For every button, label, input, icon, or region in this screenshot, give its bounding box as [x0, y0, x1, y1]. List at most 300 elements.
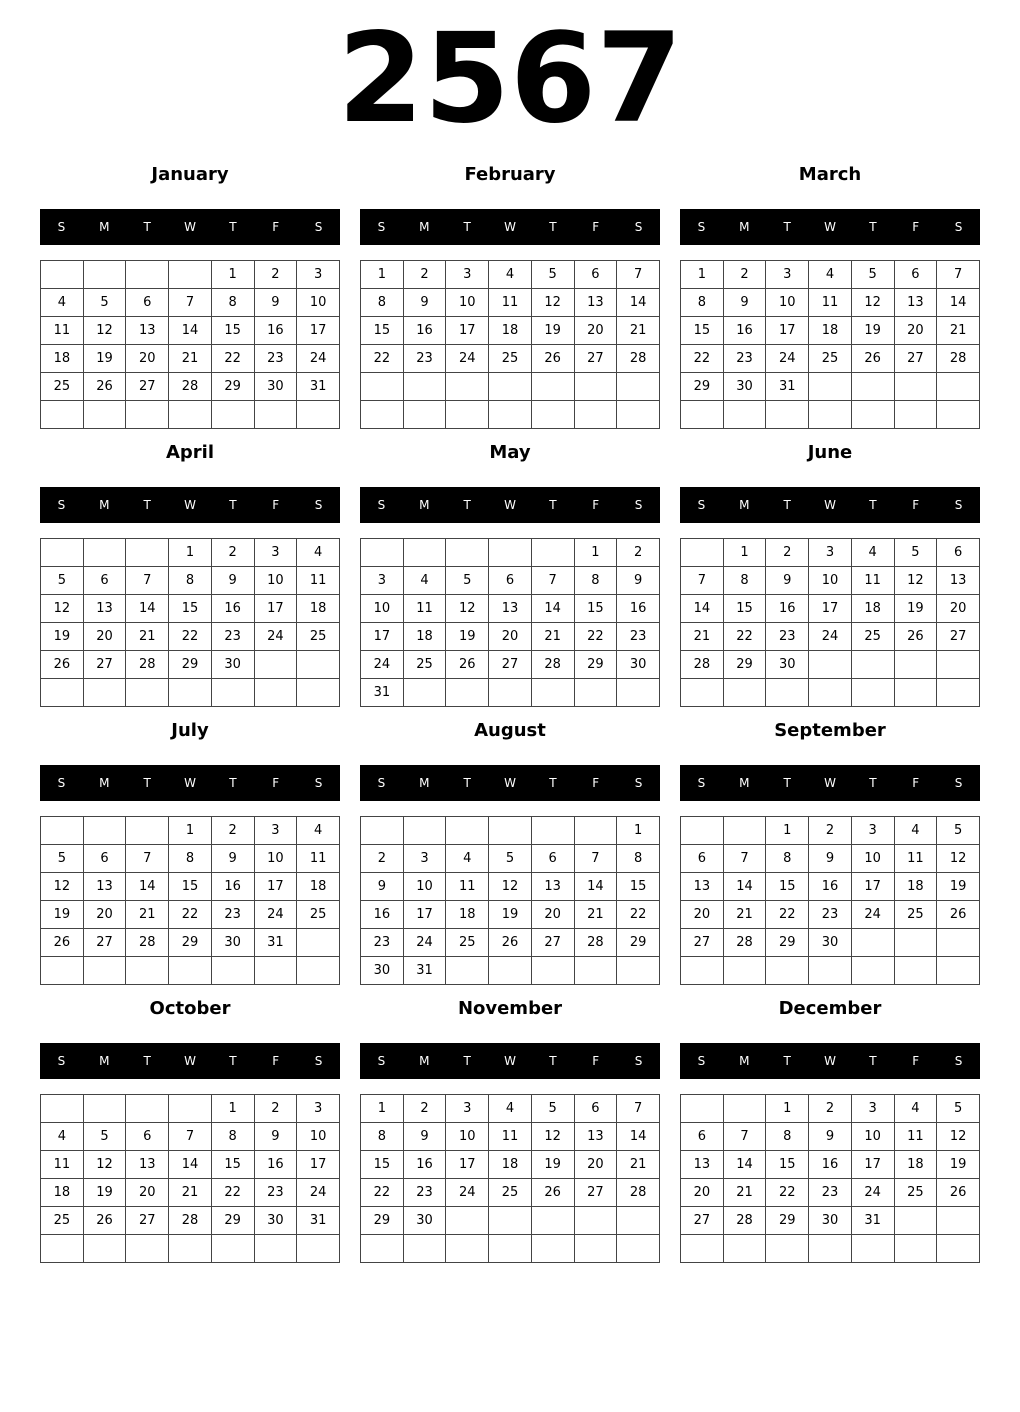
day-cell: 13 [83, 595, 126, 623]
day-cell [681, 1095, 724, 1123]
day-cell: 21 [937, 317, 980, 345]
day-cell [211, 957, 254, 985]
day-cell: 9 [766, 567, 809, 595]
day-cell [403, 817, 446, 845]
day-cell: 7 [169, 289, 212, 317]
week-row [41, 1123, 340, 1151]
day-cell: 29 [574, 651, 617, 679]
week-row [681, 317, 980, 345]
weekday-label: W [504, 1054, 516, 1068]
week-row [361, 567, 660, 595]
day-cell [894, 373, 937, 401]
day-cell: 16 [723, 317, 766, 345]
day-cell [403, 679, 446, 707]
day-cell [361, 1235, 404, 1263]
day-cell: 16 [254, 1151, 297, 1179]
day-cell: 17 [254, 873, 297, 901]
weekday-header [360, 487, 660, 523]
day-cell: 7 [126, 845, 169, 873]
day-cell: 16 [617, 595, 660, 623]
day-cell: 3 [254, 539, 297, 567]
week-row [681, 623, 980, 651]
day-cell: 17 [446, 317, 489, 345]
day-cell: 11 [41, 317, 84, 345]
day-cell: 7 [617, 1095, 660, 1123]
week-row [41, 901, 340, 929]
weekday-label: F [912, 498, 920, 512]
day-cell [574, 1207, 617, 1235]
weekday-label: M [419, 1054, 430, 1068]
day-cell [83, 679, 126, 707]
day-cell [446, 679, 489, 707]
weekday-label: S [697, 1054, 706, 1068]
day-cell: 24 [361, 651, 404, 679]
week-row [41, 929, 340, 957]
day-cell: 14 [531, 595, 574, 623]
day-cell: 31 [403, 957, 446, 985]
weekday-label: W [504, 776, 516, 790]
day-cell [723, 817, 766, 845]
weekday-label: W [504, 498, 516, 512]
day-cell: 1 [169, 817, 212, 845]
day-cell: 12 [41, 595, 84, 623]
weekday-label: S [377, 220, 386, 234]
day-cell: 15 [766, 873, 809, 901]
day-cell: 17 [766, 317, 809, 345]
day-cell: 2 [403, 1095, 446, 1123]
day-cell [617, 401, 660, 429]
day-cell: 10 [403, 873, 446, 901]
week-row [681, 817, 980, 845]
day-cell: 23 [809, 1179, 852, 1207]
day-cell: 22 [169, 901, 212, 929]
day-cell [446, 817, 489, 845]
day-cell: 7 [681, 567, 724, 595]
week-row [681, 401, 980, 429]
day-cell: 5 [894, 539, 937, 567]
weekday-label: W [824, 498, 836, 512]
day-cell: 10 [297, 289, 340, 317]
day-cell: 15 [211, 317, 254, 345]
day-cell: 23 [254, 345, 297, 373]
weekday-label: T [783, 776, 791, 790]
day-cell: 20 [574, 1151, 617, 1179]
day-cell: 12 [41, 873, 84, 901]
day-cell [617, 1235, 660, 1263]
day-cell [126, 1235, 169, 1263]
week-row [361, 1095, 660, 1123]
weekday-label: T [549, 1054, 557, 1068]
day-cell [723, 679, 766, 707]
day-cell: 19 [489, 901, 532, 929]
day-cell: 3 [361, 567, 404, 595]
day-cell [169, 957, 212, 985]
day-cell [894, 401, 937, 429]
day-cell [723, 401, 766, 429]
week-row [681, 373, 980, 401]
week-row [41, 1151, 340, 1179]
day-cell: 10 [851, 845, 894, 873]
weekday-label: T [143, 220, 151, 234]
day-cell: 14 [723, 873, 766, 901]
day-cell: 22 [766, 1179, 809, 1207]
day-cell: 1 [766, 817, 809, 845]
day-cell: 29 [169, 929, 212, 957]
day-cell: 30 [211, 929, 254, 957]
week-row [41, 317, 340, 345]
weekday-label: W [504, 220, 516, 234]
day-cell: 8 [361, 1123, 404, 1151]
day-cell: 12 [937, 845, 980, 873]
day-cell: 27 [83, 929, 126, 957]
day-cell: 4 [851, 539, 894, 567]
day-cell [489, 373, 532, 401]
day-cell: 28 [617, 345, 660, 373]
day-cell: 4 [809, 261, 852, 289]
day-cell: 5 [937, 1095, 980, 1123]
weekday-label: F [272, 776, 280, 790]
day-cell: 9 [254, 1123, 297, 1151]
day-cell [361, 401, 404, 429]
day-cell: 4 [489, 1095, 532, 1123]
week-row [681, 1095, 980, 1123]
weekday-label: S [377, 1054, 386, 1068]
month-name: July [171, 720, 209, 741]
day-grid [360, 538, 660, 707]
day-cell: 14 [126, 595, 169, 623]
day-cell: 15 [574, 595, 617, 623]
day-cell: 28 [574, 929, 617, 957]
weekday-label: T [229, 498, 237, 512]
day-cell: 24 [254, 901, 297, 929]
day-cell: 29 [211, 1207, 254, 1235]
week-row [361, 901, 660, 929]
day-cell: 9 [211, 567, 254, 595]
week-row [681, 929, 980, 957]
day-cell: 2 [254, 261, 297, 289]
day-cell [531, 401, 574, 429]
day-cell [83, 817, 126, 845]
day-cell: 24 [403, 929, 446, 957]
day-cell: 17 [809, 595, 852, 623]
day-cell [489, 1207, 532, 1235]
weekday-label: S [954, 498, 963, 512]
month-name: May [489, 442, 531, 463]
day-cell [851, 957, 894, 985]
day-cell: 29 [681, 373, 724, 401]
day-cell [297, 679, 340, 707]
day-cell: 22 [211, 345, 254, 373]
day-cell: 27 [126, 373, 169, 401]
day-cell: 15 [361, 317, 404, 345]
weekday-label: M [99, 776, 110, 790]
day-cell: 27 [126, 1207, 169, 1235]
week-row [681, 261, 980, 289]
day-cell: 12 [489, 873, 532, 901]
weekday-label: W [824, 220, 836, 234]
day-cell: 27 [574, 1179, 617, 1207]
day-cell: 28 [169, 1207, 212, 1235]
day-cell: 24 [851, 1179, 894, 1207]
weekday-label: T [783, 498, 791, 512]
day-cell: 16 [211, 873, 254, 901]
week-row [681, 901, 980, 929]
month-name: September [774, 720, 886, 741]
day-cell: 11 [894, 845, 937, 873]
day-cell [41, 957, 84, 985]
day-cell: 30 [361, 957, 404, 985]
weekday-header [40, 487, 340, 523]
day-cell: 21 [574, 901, 617, 929]
weekday-label: M [739, 776, 750, 790]
day-grid [360, 260, 660, 429]
weekday-label: M [99, 1054, 110, 1068]
weekday-label: T [143, 498, 151, 512]
day-cell [446, 1235, 489, 1263]
week-row [681, 845, 980, 873]
day-cell: 4 [403, 567, 446, 595]
day-cell [531, 679, 574, 707]
day-cell: 9 [809, 1123, 852, 1151]
day-cell: 21 [617, 1151, 660, 1179]
day-cell: 22 [681, 345, 724, 373]
weekday-label: S [697, 498, 706, 512]
day-cell: 13 [894, 289, 937, 317]
day-cell: 26 [41, 929, 84, 957]
day-cell: 1 [723, 539, 766, 567]
weekday-label: M [99, 220, 110, 234]
day-cell: 7 [126, 567, 169, 595]
day-cell: 15 [723, 595, 766, 623]
day-cell [126, 539, 169, 567]
day-cell [574, 957, 617, 985]
week-row [41, 623, 340, 651]
day-cell: 8 [211, 289, 254, 317]
day-cell: 3 [446, 261, 489, 289]
weekday-header [360, 765, 660, 801]
day-cell [126, 817, 169, 845]
month-name: April [165, 442, 215, 463]
day-cell [126, 679, 169, 707]
day-cell: 5 [531, 261, 574, 289]
day-cell [681, 679, 724, 707]
day-grid [680, 816, 980, 985]
day-cell: 18 [446, 901, 489, 929]
day-cell [254, 957, 297, 985]
day-cell: 19 [83, 1179, 126, 1207]
day-cell: 18 [489, 317, 532, 345]
week-row [361, 261, 660, 289]
day-cell: 7 [531, 567, 574, 595]
weekday-header [680, 1043, 980, 1079]
day-cell: 15 [169, 873, 212, 901]
day-cell [169, 401, 212, 429]
day-cell: 6 [489, 567, 532, 595]
day-cell: 7 [937, 261, 980, 289]
day-cell [681, 957, 724, 985]
day-cell [254, 401, 297, 429]
day-cell: 26 [937, 1179, 980, 1207]
month-name: October [149, 998, 231, 1019]
day-cell [574, 1235, 617, 1263]
day-cell [574, 817, 617, 845]
day-cell: 17 [446, 1151, 489, 1179]
day-cell [617, 1207, 660, 1235]
week-row [681, 567, 980, 595]
day-cell [809, 401, 852, 429]
day-cell [446, 1207, 489, 1235]
day-cell: 6 [574, 261, 617, 289]
day-cell: 6 [126, 1123, 169, 1151]
week-row [41, 1095, 340, 1123]
day-cell [297, 929, 340, 957]
day-cell: 2 [809, 817, 852, 845]
day-cell: 21 [126, 623, 169, 651]
day-cell: 2 [211, 817, 254, 845]
day-cell: 23 [723, 345, 766, 373]
day-cell: 15 [617, 873, 660, 901]
day-cell: 3 [254, 817, 297, 845]
day-cell: 1 [211, 1095, 254, 1123]
day-cell [169, 679, 212, 707]
day-cell: 30 [809, 929, 852, 957]
day-cell: 5 [83, 1123, 126, 1151]
day-cell [894, 1235, 937, 1263]
day-cell [41, 261, 84, 289]
day-cell: 30 [766, 651, 809, 679]
day-cell [766, 957, 809, 985]
week-row [681, 873, 980, 901]
day-cell: 9 [403, 289, 446, 317]
day-cell: 28 [937, 345, 980, 373]
week-row [361, 1235, 660, 1263]
day-cell: 23 [809, 901, 852, 929]
weekday-label: F [272, 1054, 280, 1068]
day-cell: 3 [851, 817, 894, 845]
week-row [361, 1179, 660, 1207]
day-cell: 26 [851, 345, 894, 373]
day-cell: 7 [723, 845, 766, 873]
week-row [681, 679, 980, 707]
day-cell [126, 957, 169, 985]
week-row [41, 289, 340, 317]
day-cell: 23 [403, 1179, 446, 1207]
day-cell [83, 401, 126, 429]
day-cell: 6 [681, 1123, 724, 1151]
day-cell [489, 401, 532, 429]
day-cell [211, 679, 254, 707]
day-cell: 3 [297, 1095, 340, 1123]
day-cell [574, 373, 617, 401]
day-cell [937, 651, 980, 679]
day-cell: 28 [126, 929, 169, 957]
day-cell [894, 929, 937, 957]
weekday-label: M [419, 776, 430, 790]
week-row [41, 1179, 340, 1207]
day-cell: 14 [617, 289, 660, 317]
weekday-label: T [143, 776, 151, 790]
day-cell: 5 [937, 817, 980, 845]
week-row [41, 845, 340, 873]
day-cell: 19 [83, 345, 126, 373]
day-cell [126, 261, 169, 289]
month-name: August [474, 720, 546, 741]
day-cell [41, 401, 84, 429]
day-cell: 15 [766, 1151, 809, 1179]
day-cell: 25 [489, 1179, 532, 1207]
day-cell [681, 539, 724, 567]
day-cell: 13 [937, 567, 980, 595]
day-cell [41, 679, 84, 707]
day-cell: 16 [766, 595, 809, 623]
day-cell: 25 [41, 1207, 84, 1235]
day-cell [681, 817, 724, 845]
weekday-label: S [314, 1054, 323, 1068]
day-cell: 9 [809, 845, 852, 873]
day-cell: 27 [681, 1207, 724, 1235]
day-cell: 1 [169, 539, 212, 567]
day-cell [489, 1235, 532, 1263]
day-cell: 24 [446, 1179, 489, 1207]
day-cell: 22 [617, 901, 660, 929]
day-cell: 24 [297, 345, 340, 373]
day-cell: 3 [766, 261, 809, 289]
day-cell: 2 [617, 539, 660, 567]
day-cell [254, 1235, 297, 1263]
weekday-label: W [184, 498, 196, 512]
day-cell: 20 [83, 901, 126, 929]
day-cell: 31 [297, 373, 340, 401]
day-cell: 14 [169, 1151, 212, 1179]
weekday-label: S [314, 220, 323, 234]
day-cell: 16 [809, 1151, 852, 1179]
day-cell: 6 [937, 539, 980, 567]
day-cell [894, 957, 937, 985]
day-cell: 11 [297, 567, 340, 595]
day-cell: 29 [723, 651, 766, 679]
day-cell: 14 [723, 1151, 766, 1179]
year-title: 2567 [337, 7, 683, 151]
day-cell: 5 [41, 845, 84, 873]
weekday-label: W [184, 220, 196, 234]
day-cell [211, 1235, 254, 1263]
day-cell: 25 [41, 373, 84, 401]
day-cell: 11 [41, 1151, 84, 1179]
week-row [41, 595, 340, 623]
day-cell: 7 [723, 1123, 766, 1151]
day-cell: 14 [574, 873, 617, 901]
day-cell: 15 [361, 1151, 404, 1179]
day-cell: 1 [574, 539, 617, 567]
day-cell: 25 [489, 345, 532, 373]
day-cell: 26 [894, 623, 937, 651]
weekday-label: F [592, 1054, 600, 1068]
weekday-label: F [912, 220, 920, 234]
day-cell: 10 [851, 1123, 894, 1151]
day-cell: 6 [83, 567, 126, 595]
day-cell [403, 1235, 446, 1263]
day-cell: 6 [126, 289, 169, 317]
day-cell: 3 [403, 845, 446, 873]
day-cell: 3 [809, 539, 852, 567]
day-grid [40, 1094, 340, 1263]
day-cell [723, 957, 766, 985]
week-row [361, 651, 660, 679]
day-cell [83, 1235, 126, 1263]
day-cell: 13 [574, 1123, 617, 1151]
day-cell: 6 [531, 845, 574, 873]
week-row [361, 679, 660, 707]
